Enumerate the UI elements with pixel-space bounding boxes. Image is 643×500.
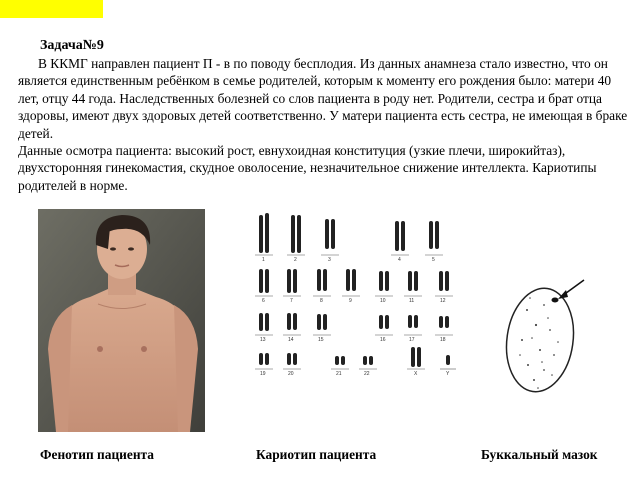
task-title: Задача№9 bbox=[40, 38, 104, 53]
examination-paragraph: Данные осмотра пациента: высокий рост, евнухоидная конституция (узкие плечи, широкийтаз), двухсторонняя гинекомастия, скудное оволосение, незначительное снижение интеллекта. Кариотипы родителей в норме. bbox=[18, 143, 597, 193]
karyotype-label: 12 bbox=[440, 298, 446, 304]
karyotype-label: 16 bbox=[380, 337, 386, 343]
karyotype-label: Y bbox=[446, 371, 450, 377]
karyotype-label: 3 bbox=[328, 257, 331, 263]
karyotype-label: 7 bbox=[290, 298, 293, 304]
karyotype-label: 11 bbox=[409, 298, 415, 304]
karyotype-label: 5 bbox=[432, 257, 435, 263]
yellow-highlight-bar bbox=[0, 0, 103, 18]
karyotype-caption: Кариотип пациента bbox=[256, 447, 377, 462]
chromosome-pair bbox=[259, 213, 439, 253]
karyotype-label: 18 bbox=[440, 337, 446, 343]
karyotype-label: 21 bbox=[336, 371, 342, 377]
karyotype-label: 19 bbox=[260, 371, 266, 377]
karyotype-label: 15 bbox=[318, 337, 324, 343]
karyotype-label: 2 bbox=[294, 257, 297, 263]
smear-caption: Буккальный мазок bbox=[481, 447, 598, 462]
buccal-smear-image bbox=[492, 270, 592, 400]
phenotype-caption: Фенотип пациента bbox=[40, 447, 154, 462]
karyotype-label: 22 bbox=[364, 371, 370, 377]
karyotype-label: 1 bbox=[262, 257, 265, 263]
karyotype-label: 20 bbox=[288, 371, 294, 377]
karyotype-image bbox=[245, 203, 470, 393]
karyotype-label: 13 bbox=[260, 337, 266, 343]
karyotype-label: 17 bbox=[409, 337, 415, 343]
karyotype-label: 4 bbox=[398, 257, 401, 263]
task-text bbox=[18, 55, 630, 194]
karyotype-label: 10 bbox=[380, 298, 386, 304]
patient-photo bbox=[38, 209, 205, 432]
karyotype-label: X bbox=[414, 371, 418, 377]
karyotype-label: 14 bbox=[288, 337, 294, 343]
karyotype-label: 9 bbox=[349, 298, 352, 304]
anamnesis-paragraph: В ККМГ направлен пациент П - в по поводу бесплодия. Из данных анамнеза стало известно, что он является единственным ребёнком в семье родителей, которым к моменту его рождения было: матери 40 лет, отцу 44 года. Наследственных болезней со слов пациента в роду нет. Родители, сестра и брат отца здоровы, имеют двух здоровых детей соответственно. У матери пациента есть сестра, не имеющая в браке детей. bbox=[18, 56, 628, 141]
karyotype-label: 8 bbox=[320, 298, 323, 304]
karyotype-label: 6 bbox=[262, 298, 265, 304]
